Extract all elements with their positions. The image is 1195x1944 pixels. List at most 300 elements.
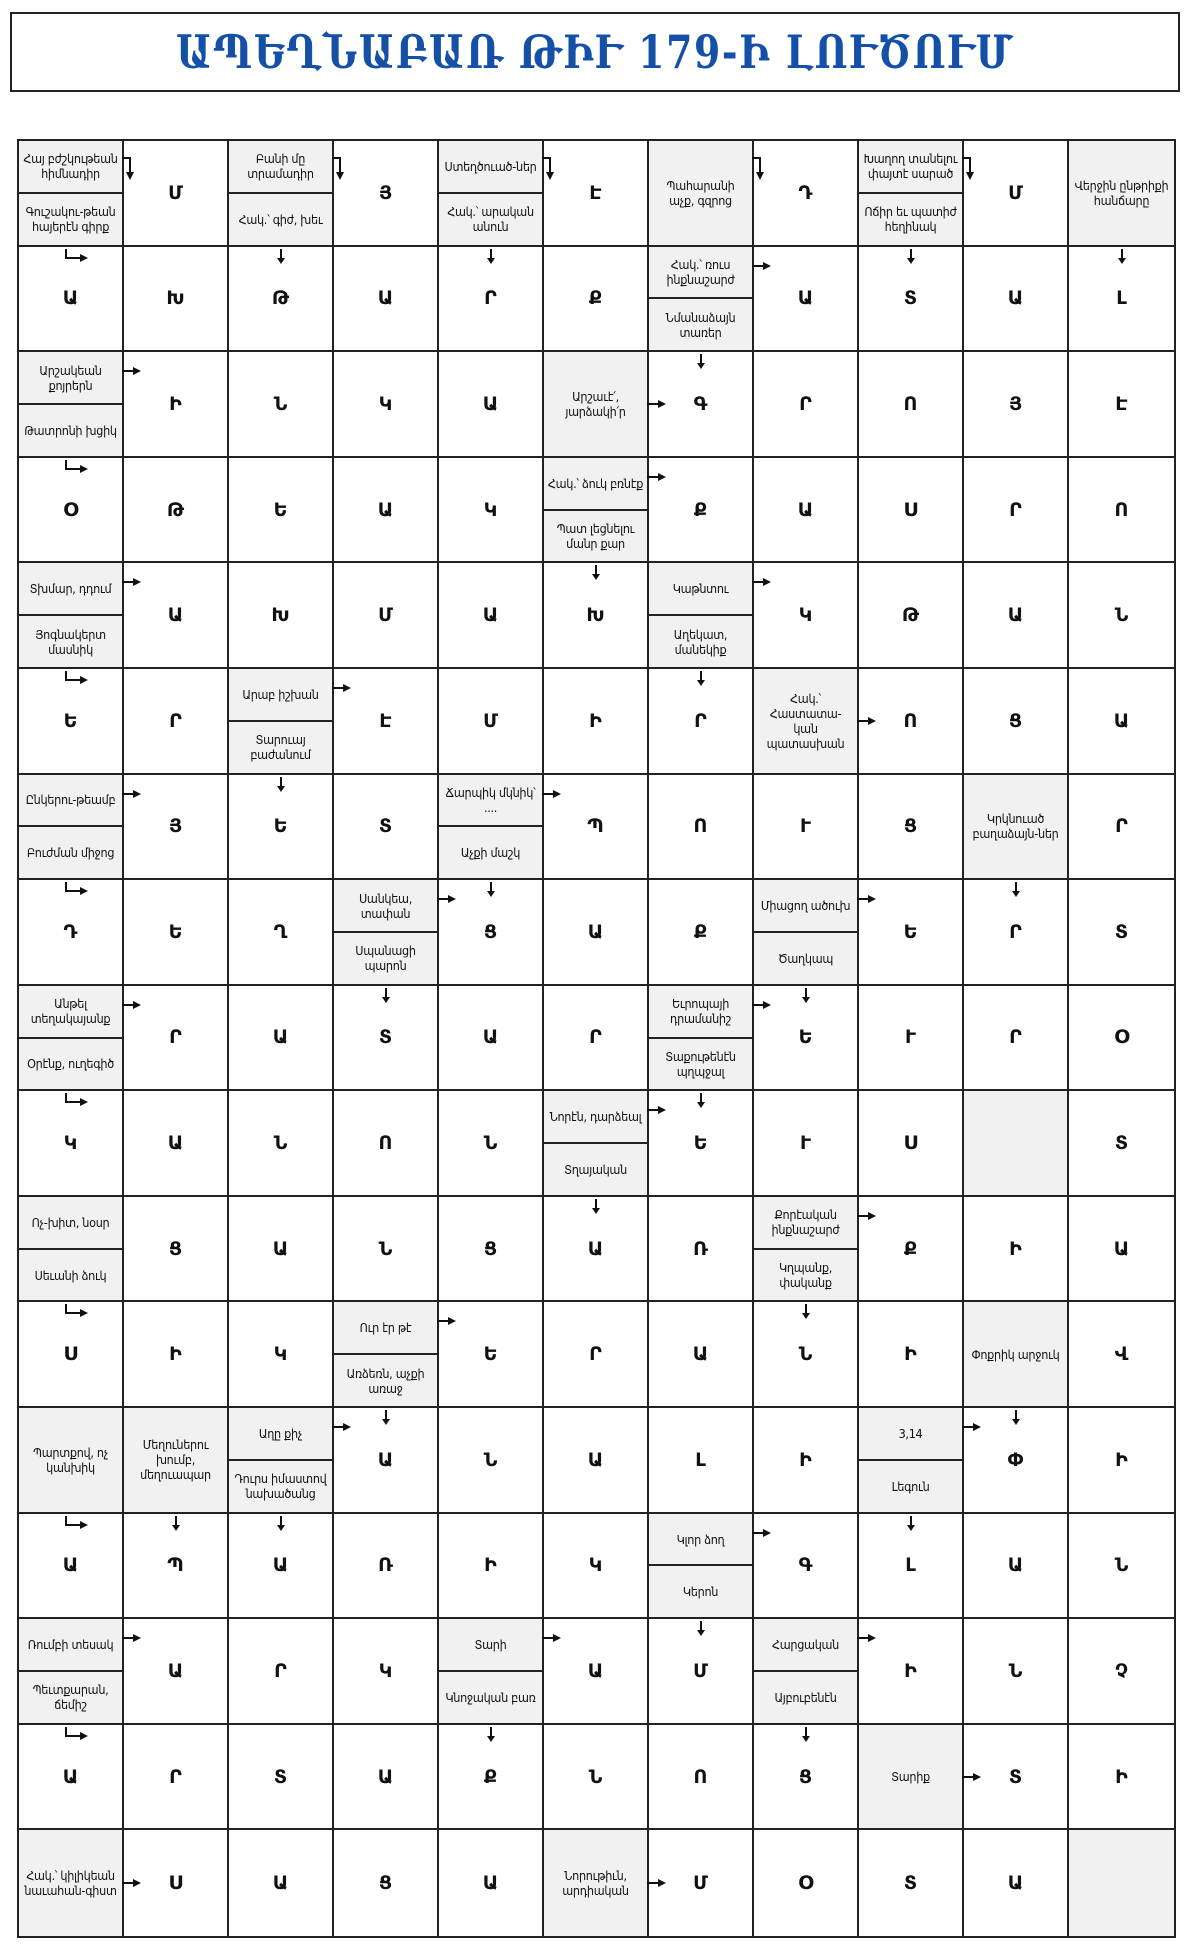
clue-top	[19, 563, 122, 616]
arrow-right-icon	[437, 894, 457, 904]
letter-cell[interactable]	[1069, 775, 1174, 881]
answer-letter: Ե	[903, 920, 918, 943]
letter-cell[interactable]	[1069, 563, 1174, 669]
letter-cell[interactable]	[859, 458, 964, 564]
letter-cell[interactable]	[1069, 1302, 1174, 1408]
letter-cell[interactable]	[964, 352, 1069, 458]
letter-cell[interactable]	[964, 986, 1069, 1092]
answer-letter: Ա	[482, 1872, 499, 1895]
clue-text: Անթել տեղակայանք	[30, 996, 111, 1027]
answer-letter: Ն	[1114, 1554, 1129, 1577]
letter-cell[interactable]	[859, 986, 964, 1092]
clue-bottom	[334, 933, 437, 984]
clue-text: Արշաւէ՛, յարձակի՛ր	[565, 388, 626, 419]
arrow-right-icon	[437, 1316, 457, 1326]
letter-cell[interactable]	[1069, 880, 1174, 986]
answer-letter: Ն	[1008, 1660, 1023, 1683]
answer-letter: Ա	[1113, 709, 1130, 732]
answer-letter: Մ	[168, 181, 183, 204]
clue-text: Դուրս իմաստով նախածանց	[234, 1471, 327, 1502]
clue-cell-split	[19, 141, 124, 247]
letter-cell[interactable]	[124, 1091, 229, 1197]
letter-cell[interactable]	[334, 458, 439, 564]
clue-bottom	[229, 722, 332, 773]
clue-split	[19, 1619, 122, 1723]
letter-cell[interactable]	[964, 141, 1069, 247]
answer-letter: Ց	[903, 815, 918, 838]
clue-text: Բուժման միջոց	[26, 845, 115, 861]
answer-letter: Ք	[588, 287, 603, 310]
letter-cell[interactable]	[1069, 1514, 1174, 1620]
answer-letter: Ց	[483, 920, 498, 943]
answer-letter: Տ	[378, 815, 393, 838]
clue-text: Նորութիւն, արդիական	[562, 1868, 629, 1899]
letter-cell[interactable]	[649, 1619, 754, 1725]
letter-cell[interactable]	[964, 880, 1069, 986]
letter-cell[interactable]	[754, 775, 859, 881]
clue-bottom	[19, 616, 122, 667]
answer-letter: Ց	[1008, 709, 1023, 732]
answer-letter: Ի	[1115, 1765, 1128, 1788]
letter-cell[interactable]	[964, 1619, 1069, 1725]
letter-cell[interactable]	[229, 1619, 334, 1725]
arrow-right-icon	[857, 716, 877, 726]
arrow-down-icon	[591, 1199, 601, 1215]
arrow-right-icon	[857, 1633, 877, 1643]
answer-letter: Կ	[63, 1132, 78, 1155]
letter-cell[interactable]	[964, 1514, 1069, 1620]
arrow-down-icon	[171, 1516, 181, 1532]
answer-letter: Տ	[1114, 920, 1129, 943]
answer-letter: Ի	[1009, 1237, 1022, 1260]
letter-cell[interactable]	[439, 247, 544, 353]
arrow-right-icon	[962, 1422, 982, 1432]
answer-letter: Ց	[798, 1765, 813, 1788]
clue-text: Քորէական ինքնաշարժ	[771, 1207, 840, 1238]
clue-text: Ընկերու-թեամբ	[25, 792, 116, 808]
letter-cell[interactable]	[544, 1725, 649, 1831]
letter-cell[interactable]	[859, 1302, 964, 1408]
letter-cell[interactable]	[334, 1091, 439, 1197]
clue-bottom	[19, 1250, 122, 1301]
letter-cell[interactable]	[334, 1619, 439, 1725]
letter-cell[interactable]	[754, 1830, 859, 1936]
letter-cell[interactable]	[334, 986, 439, 1092]
arrow-down-icon	[276, 249, 286, 265]
clue-text: Տղայական	[564, 1161, 627, 1177]
answer-letter: Ք	[693, 498, 708, 521]
answer-letter: Դ	[63, 920, 78, 943]
answer-letter: Ի	[589, 709, 602, 732]
clue-bottom	[649, 1566, 752, 1617]
letter-cell[interactable]	[1069, 247, 1174, 353]
clue-text: Տարիք	[891, 1769, 930, 1785]
page-title: ԱՊԵՂՆԱԲԱՌ ԹԻՒ 179-Ի ԼՈՒԾՈՒՄ	[175, 25, 1015, 79]
letter-cell[interactable]	[1069, 986, 1174, 1092]
letter-cell[interactable]	[439, 1514, 544, 1620]
clue-cell-split	[754, 1197, 859, 1303]
answer-letter: Ա	[377, 1765, 394, 1788]
clue-cell	[964, 1302, 1069, 1408]
clue-top	[859, 141, 962, 194]
answer-letter: Ա	[272, 1237, 289, 1260]
letter-cell[interactable]	[124, 1302, 229, 1408]
letter-cell[interactable]	[544, 247, 649, 353]
letter-cell[interactable]	[334, 1830, 439, 1936]
answer-letter: Ե	[483, 1343, 498, 1366]
letter-cell[interactable]	[544, 880, 649, 986]
clue-top	[19, 141, 122, 194]
letter-cell[interactable]	[544, 1197, 649, 1303]
clue-cell-split	[439, 141, 544, 247]
letter-cell[interactable]	[859, 775, 964, 881]
letter-cell[interactable]	[649, 880, 754, 986]
answer-letter: Ե	[693, 1132, 708, 1155]
clue-cell-split	[544, 1091, 649, 1197]
letter-cell[interactable]	[229, 986, 334, 1092]
letter-cell[interactable]	[334, 1514, 439, 1620]
clue-bottom	[19, 1672, 122, 1723]
answer-letter: Ր	[1009, 920, 1022, 943]
answer-letter: Ո	[903, 709, 918, 732]
letter-cell[interactable]	[124, 458, 229, 564]
clue-top	[754, 1619, 857, 1672]
answer-letter: Ա	[62, 1765, 79, 1788]
letter-cell[interactable]	[229, 1725, 334, 1831]
arrow-right-icon	[542, 1633, 562, 1643]
clue-text: Հակ.՝ արական անուն	[447, 204, 534, 235]
clue-text: Մեղուներու խումբ, մեղուապար	[140, 1437, 211, 1483]
letter-cell[interactable]	[649, 1302, 754, 1408]
letter-cell[interactable]	[439, 986, 544, 1092]
letter-cell[interactable]	[334, 352, 439, 458]
answer-letter: Է	[379, 709, 392, 732]
arrow-right-icon	[752, 577, 772, 587]
answer-letter: Ր	[694, 709, 707, 732]
clue-cell	[19, 1408, 124, 1514]
clue-text: Հակ.՝ ձուկ բռնէք	[547, 475, 644, 491]
clue-split	[19, 141, 122, 245]
letter-cell[interactable]	[754, 1302, 859, 1408]
clue-bottom	[439, 1672, 542, 1723]
answer-letter: Ա	[797, 287, 814, 310]
answer-letter: Յ	[378, 181, 393, 204]
clue-top	[649, 563, 752, 616]
letter-cell[interactable]	[229, 1514, 334, 1620]
answer-letter: Չ	[1115, 1660, 1128, 1683]
clue-split	[439, 775, 542, 879]
clue-text: Հայ բժշկութեան հիմնադիր	[23, 151, 118, 182]
letter-cell[interactable]	[964, 1830, 1069, 1936]
clue-split	[649, 986, 752, 1090]
answer-letter: Ր	[484, 287, 497, 310]
letter-cell[interactable]	[964, 458, 1069, 564]
clue-text: Հակ.՝ գիժ, խեւ	[238, 211, 323, 227]
letter-cell[interactable]	[439, 1091, 544, 1197]
clue-text: Գուշակու-թեան հայերէն գիրք	[25, 204, 116, 235]
letter-cell[interactable]	[124, 880, 229, 986]
letter-cell[interactable]	[964, 669, 1069, 775]
letter-cell[interactable]	[1069, 458, 1174, 564]
answer-letter: Ա	[167, 1132, 184, 1155]
answer-letter: Տ	[1008, 1765, 1023, 1788]
letter-cell[interactable]	[334, 247, 439, 353]
letter-cell[interactable]	[334, 141, 439, 247]
letter-cell[interactable]	[229, 1302, 334, 1408]
letter-cell[interactable]	[754, 1091, 859, 1197]
letter-cell[interactable]	[859, 1830, 964, 1936]
clue-bottom	[649, 616, 752, 667]
arrow-down-icon	[696, 671, 706, 687]
clue-top	[19, 1619, 122, 1672]
letter-cell[interactable]	[859, 247, 964, 353]
arrow-right-icon	[647, 1878, 667, 1888]
letter-cell[interactable]	[964, 563, 1069, 669]
clue-split	[229, 669, 332, 773]
letter-cell[interactable]	[439, 352, 544, 458]
answer-letter: Կ	[378, 392, 393, 415]
arrow-bend-right-icon	[63, 882, 89, 896]
letter-cell[interactable]	[859, 563, 964, 669]
clue-text: Լեգուն	[891, 1478, 930, 1494]
arrow-down-icon	[696, 1093, 706, 1109]
letter-cell[interactable]	[1069, 1091, 1174, 1197]
clue-bottom	[754, 1250, 857, 1301]
letter-cell[interactable]	[229, 1830, 334, 1936]
arrow-right-down-icon	[542, 155, 556, 181]
letter-cell[interactable]	[649, 1725, 754, 1831]
letter-cell[interactable]	[439, 458, 544, 564]
letter-cell[interactable]	[859, 1514, 964, 1620]
crossword-grid	[17, 139, 1176, 1938]
letter-cell[interactable]	[649, 1408, 754, 1514]
letter-cell[interactable]	[229, 880, 334, 986]
clue-split	[754, 1197, 857, 1301]
clue-cell-split	[334, 1302, 439, 1408]
letter-cell[interactable]	[439, 1830, 544, 1936]
letter-cell[interactable]	[964, 247, 1069, 353]
answer-letter: Ի	[799, 1448, 812, 1471]
answer-letter: Ա	[377, 498, 394, 521]
letter-cell[interactable]	[1069, 352, 1174, 458]
letter-cell[interactable]	[544, 986, 649, 1092]
clue-bottom	[229, 194, 332, 245]
letter-cell[interactable]	[1069, 669, 1174, 775]
answer-letter: Ր	[169, 1026, 182, 1049]
clue-text: Աչքի մաշկ	[460, 845, 521, 861]
answer-letter: Դ	[798, 181, 813, 204]
letter-cell[interactable]	[229, 458, 334, 564]
letter-cell[interactable]	[334, 563, 439, 669]
letter-cell[interactable]	[754, 352, 859, 458]
letter-cell[interactable]	[334, 775, 439, 881]
letter-cell[interactable]	[124, 1197, 229, 1303]
clue-cell-split	[544, 458, 649, 564]
answer-letter: Յ	[1008, 392, 1023, 415]
answer-letter: Թ	[901, 604, 920, 627]
answer-letter: Ր	[1009, 498, 1022, 521]
clue-top	[19, 352, 122, 405]
letter-cell[interactable]	[1069, 1197, 1174, 1303]
clue-text: Ռումբի տեսակ	[27, 1637, 114, 1653]
answer-letter: Պ	[167, 1554, 184, 1577]
letter-cell[interactable]	[754, 1725, 859, 1831]
letter-cell[interactable]	[19, 247, 124, 353]
clue-cell-split	[19, 986, 124, 1092]
clue-text: Ուր էր թէ	[359, 1320, 412, 1336]
answer-letter: Ո	[693, 815, 708, 838]
letter-cell[interactable]	[544, 669, 649, 775]
arrow-down-icon	[276, 777, 286, 793]
answer-letter: Ա	[1113, 1237, 1130, 1260]
letter-cell[interactable]	[439, 1408, 544, 1514]
letter-cell[interactable]	[439, 1725, 544, 1831]
letter-cell[interactable]	[124, 669, 229, 775]
clue-text: Նորէն, դարձեալ	[549, 1109, 642, 1125]
letter-cell[interactable]	[229, 775, 334, 881]
letter-cell[interactable]	[124, 141, 229, 247]
letter-cell[interactable]	[754, 1408, 859, 1514]
arrow-right-down-icon	[962, 155, 976, 181]
answer-letter: Ի	[904, 1660, 917, 1683]
letter-cell[interactable]	[229, 1197, 334, 1303]
answer-letter: Ա	[587, 1660, 604, 1683]
clue-bottom	[334, 1355, 437, 1406]
answer-letter: Մ	[693, 1872, 708, 1895]
letter-cell[interactable]	[544, 141, 649, 247]
arrow-right-icon	[122, 1000, 142, 1010]
arrow-down-icon	[1011, 1410, 1021, 1426]
answer-letter: Ր	[799, 392, 812, 415]
arrow-right-down-icon	[122, 155, 136, 181]
clue-text: Տաքութենէն պղպջալ	[665, 1048, 736, 1079]
clue-top	[439, 1619, 542, 1672]
answer-letter: Լ	[1116, 287, 1127, 310]
letter-cell[interactable]	[19, 1725, 124, 1831]
clue-cell-split	[229, 141, 334, 247]
arrow-down-icon	[1117, 249, 1127, 265]
clue-split	[19, 352, 122, 456]
letter-cell[interactable]	[439, 1197, 544, 1303]
answer-letter: Ա	[692, 1343, 709, 1366]
clue-text: Խաղող տանելու փայտէ սարած	[863, 151, 958, 182]
arrow-right-icon	[647, 399, 667, 409]
arrow-right-icon	[122, 366, 142, 376]
letter-cell[interactable]	[19, 880, 124, 986]
clue-bottom	[754, 933, 857, 984]
answer-letter: Մ	[693, 1660, 708, 1683]
clue-split	[229, 1408, 332, 1512]
clue-top	[229, 1408, 332, 1461]
arrow-bend-right-icon	[63, 1727, 89, 1741]
letter-cell[interactable]	[19, 1091, 124, 1197]
clue-bottom	[19, 827, 122, 878]
letter-cell[interactable]	[1069, 1725, 1174, 1831]
letter-cell[interactable]	[859, 352, 964, 458]
letter-cell[interactable]	[544, 1514, 649, 1620]
letter-cell[interactable]	[229, 563, 334, 669]
clue-text: Թատրոնի խցիկ	[24, 422, 117, 438]
arrow-right-down-icon	[332, 155, 346, 181]
clue-cell-split	[19, 1619, 124, 1725]
clue-text: Ճարպիկ մկնիկ՝ ....	[445, 784, 536, 815]
letter-cell[interactable]	[334, 1197, 439, 1303]
clue-split	[19, 563, 122, 667]
answer-letter: Ա	[587, 1448, 604, 1471]
letter-cell[interactable]	[19, 1514, 124, 1620]
letter-cell[interactable]	[124, 1514, 229, 1620]
letter-cell[interactable]	[544, 563, 649, 669]
answer-letter: Տ	[903, 1872, 918, 1895]
letter-cell[interactable]	[229, 352, 334, 458]
clue-cell-split	[649, 247, 754, 353]
answer-letter: Ց	[168, 1237, 183, 1260]
answer-letter: Ա	[272, 1872, 289, 1895]
letter-cell[interactable]	[649, 1197, 754, 1303]
arrow-right-icon	[752, 1528, 772, 1538]
clue-split	[544, 1091, 647, 1195]
clue-split	[229, 141, 332, 245]
answer-letter: Ն	[483, 1448, 498, 1471]
letter-cell[interactable]	[964, 1197, 1069, 1303]
arrow-down-icon	[696, 354, 706, 370]
letter-cell[interactable]	[124, 247, 229, 353]
arrow-down-icon	[486, 249, 496, 265]
answer-letter: Մ	[1008, 181, 1023, 204]
letter-cell[interactable]	[19, 669, 124, 775]
letter-cell[interactable]	[19, 1302, 124, 1408]
letter-cell[interactable]	[754, 141, 859, 247]
answer-letter: Ք	[903, 1237, 918, 1260]
answer-letter: Ս	[63, 1343, 78, 1366]
clue-text: Հարցական	[771, 1637, 840, 1653]
letter-cell[interactable]	[859, 1091, 964, 1197]
answer-letter: Մ	[483, 709, 498, 732]
answer-letter: Ե	[168, 920, 183, 943]
letter-cell[interactable]	[229, 1091, 334, 1197]
clue-text: Աղեկատ, մանեկիք	[673, 626, 728, 657]
letter-cell[interactable]	[124, 1725, 229, 1831]
letter-cell[interactable]	[1069, 1408, 1174, 1514]
letter-cell[interactable]	[649, 775, 754, 881]
letter-cell[interactable]	[649, 669, 754, 775]
clue-split	[859, 1408, 962, 1512]
clue-cell-split	[439, 1619, 544, 1725]
letter-cell[interactable]	[439, 563, 544, 669]
arrow-right-icon	[752, 261, 772, 271]
answer-letter: Ա	[1007, 604, 1024, 627]
clue-text: Պարտքով, ոչ կանխիկ	[33, 1444, 108, 1475]
arrow-right-icon	[647, 1105, 667, 1115]
clue-text: Ստեղծուած-ներ	[444, 158, 537, 174]
letter-cell[interactable]	[544, 1408, 649, 1514]
letter-cell[interactable]	[1069, 1619, 1174, 1725]
answer-letter: Ւ	[800, 815, 811, 838]
answer-letter: Ց	[483, 1237, 498, 1260]
letter-cell[interactable]	[334, 1725, 439, 1831]
letter-cell[interactable]	[439, 669, 544, 775]
letter-cell[interactable]	[754, 458, 859, 564]
answer-letter: Ր	[1115, 815, 1128, 838]
letter-cell[interactable]	[19, 458, 124, 564]
arrow-right-icon	[332, 683, 352, 693]
answer-letter: Կ	[483, 498, 498, 521]
letter-cell[interactable]	[229, 247, 334, 353]
answer-letter: Լ	[695, 1448, 706, 1471]
letter-cell[interactable]	[544, 1302, 649, 1408]
clue-cell-split	[19, 775, 124, 881]
answer-letter: Ր	[169, 709, 182, 732]
